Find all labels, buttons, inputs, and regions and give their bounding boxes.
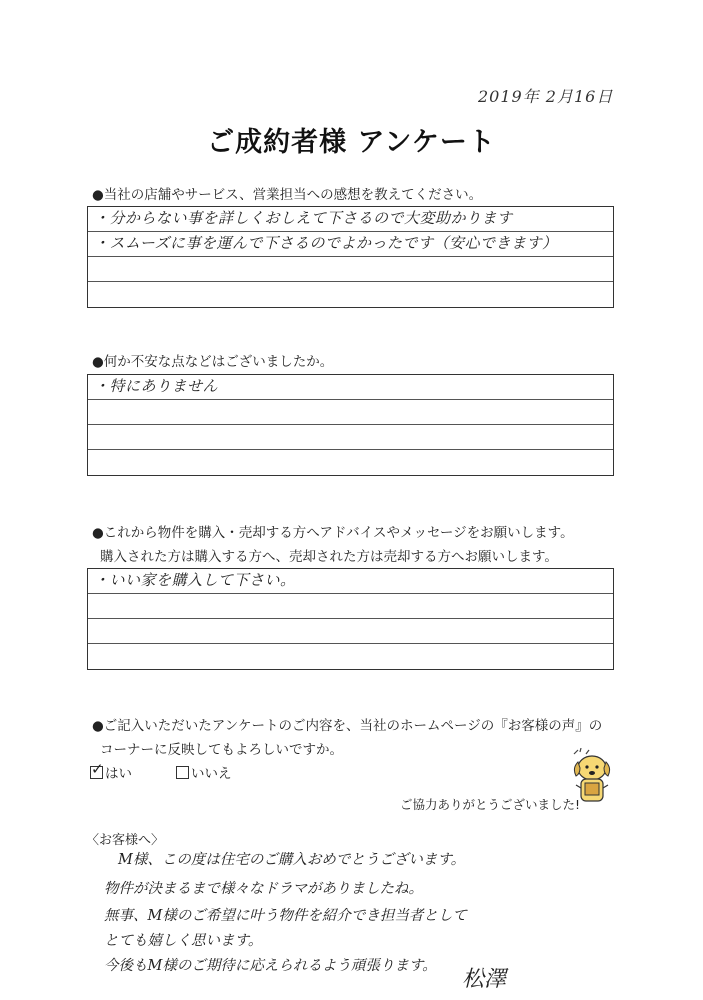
answer-line (88, 257, 613, 282)
answer-box-3 (87, 568, 614, 670)
answer-line (88, 425, 613, 450)
handwritten-answer: ・スムーズに事を運んで下さるのでよかったです（安心できます） (94, 234, 558, 252)
message-line: 無事、M様のご希望に叶う物件を紹介でき担当者として (104, 908, 467, 924)
answer-line (88, 450, 613, 475)
handwritten-answer: ・いい家を購入して下さい。 (94, 571, 296, 589)
answer-line (88, 282, 613, 307)
page-title: ご成約者様 アンケート (207, 127, 496, 158)
question-3-subtext: 購入された方は購入する方へ、売却された方は売却する方へお願いします。 (100, 549, 558, 565)
answer-box-2 (87, 374, 614, 476)
signature: 松澤 (462, 967, 507, 992)
message-line: 物件が決まるまで様々なドラマがありましたね。 (104, 881, 423, 897)
question-3: ●これから物件を購入・売却する方へアドバイスやメッセージをお願いします。 (92, 525, 574, 541)
option-yes[interactable] (90, 762, 132, 782)
message-line: とても嬉しく思います。 (104, 933, 263, 949)
handwritten-answer: ・分からない事を詳しくおしえて下さるので大変助かります (94, 209, 513, 227)
answer-line (88, 569, 613, 594)
answer-box-1 (87, 206, 614, 308)
answer-line (88, 644, 613, 669)
question-2: ●何か不安な点などはございましたか。 (92, 354, 334, 370)
option-no[interactable] (176, 762, 232, 782)
answer-line (88, 232, 613, 257)
answer-line (88, 207, 613, 232)
message-line: M様、この度は住宅のご購入おめでとうございます。 (118, 852, 466, 868)
option-no-label: いいえ (191, 766, 232, 782)
handwritten-answer: ・特にありません (94, 377, 219, 395)
answer-line (88, 619, 613, 644)
thanks-message: ご協力ありがとうございました! (400, 797, 581, 812)
option-yes-label: はい (105, 766, 132, 782)
answer-line (88, 375, 613, 400)
question-4: ●ご記入いただいたアンケートのご内容を、当社のホームページの『お客様の声』の (92, 718, 603, 734)
message-label: 〈お客様へ〉 (86, 833, 165, 848)
message-line: 今後もM様のご期待に応えられるよう頑張ります。 (104, 958, 437, 974)
answer-line (88, 594, 613, 619)
answer-line (88, 400, 613, 425)
question-4-subtext: コーナーに反映してもよろしいですか。 (100, 742, 343, 758)
check-mark-icon: ✓ (91, 760, 104, 778)
survey-date: 2019年 2月16日 (478, 87, 614, 106)
yes-checkbox[interactable] (90, 760, 104, 779)
no-checkbox[interactable] (176, 766, 189, 779)
question-1: ●当社の店舗やサービス、営業担当への感想を教えてください。 (92, 187, 483, 203)
